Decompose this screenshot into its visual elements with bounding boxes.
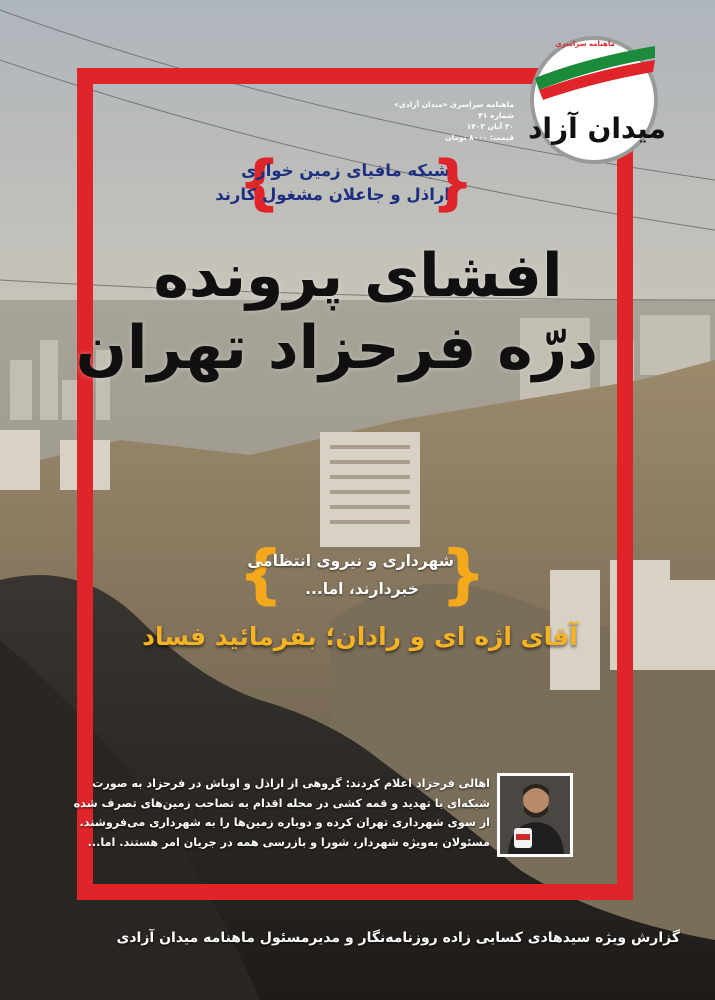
- issue-publication: ماهنامه سراسری «میدان آزادی»: [394, 100, 514, 109]
- right-brace-icon: }: [431, 148, 474, 218]
- article-excerpt: [73, 774, 490, 852]
- right-brace-icon: }: [440, 538, 486, 612]
- logo-tag: ماهنامه سراسری: [555, 40, 615, 48]
- excerpt-line: مسئولان به‌ویژه شهردار، شورا و بازرسی همه در جریان امر هستند. اما...: [87, 835, 490, 849]
- kicker: [215, 159, 450, 207]
- subhead: [247, 547, 454, 603]
- logo-wordmark: میدان آزاد: [528, 112, 666, 145]
- subhead-line-1: شهرداری و نیروی انتظامی: [247, 552, 454, 570]
- excerpt-line: اهالی فرحزاد اعلام کردند: گروهی از اراذل و اوباش در فرحزاد به صورت: [92, 777, 490, 790]
- issue-date: ۳۰ آبان ۱۴۰۳: [466, 122, 514, 131]
- kicker-line-1: شبکه مافیای زمین خواری: [241, 161, 450, 180]
- headline-line-2: درّه فرحزاد تهران: [75, 313, 598, 383]
- subhead-line-2: خبردارند، اما...: [305, 580, 419, 598]
- kicker-line-2: اراذل و جاعلان مشغول کارند: [215, 185, 450, 204]
- kicker-box: [215, 148, 476, 219]
- left-brace-icon: {: [238, 538, 284, 612]
- left-brace-icon: {: [238, 148, 281, 218]
- issue-price: قیمت: ۸۰۰۰ تومان: [445, 133, 514, 142]
- report-credit: گزارش ویژه سیدهادی کسایی زاده روزنامه‌نگار و مدیرمسئول ماهنامه میدان آزادی: [116, 930, 680, 946]
- excerpt-line: شبکه‌ای با تهدید و قمه کشی در محله اقدام به تصاحب زمین‌های تصرف شده: [73, 796, 490, 810]
- main-headline: [75, 240, 598, 384]
- tagline: آقای اژه ای و رادان؛ بفرمائید فساد: [142, 622, 578, 651]
- issue-meta: [394, 99, 514, 143]
- headline-line-1: افشای پرونده: [153, 241, 563, 311]
- excerpt-line: از سوی شهرداری تهران کرده و دوباره زمین‌ها را به شهرداری می‌فروشند.: [79, 816, 490, 829]
- author-portrait: [497, 773, 573, 857]
- subhead-box: [236, 538, 488, 613]
- issue-number: شماره ۴۱: [478, 111, 514, 120]
- masthead-logo: [525, 28, 666, 166]
